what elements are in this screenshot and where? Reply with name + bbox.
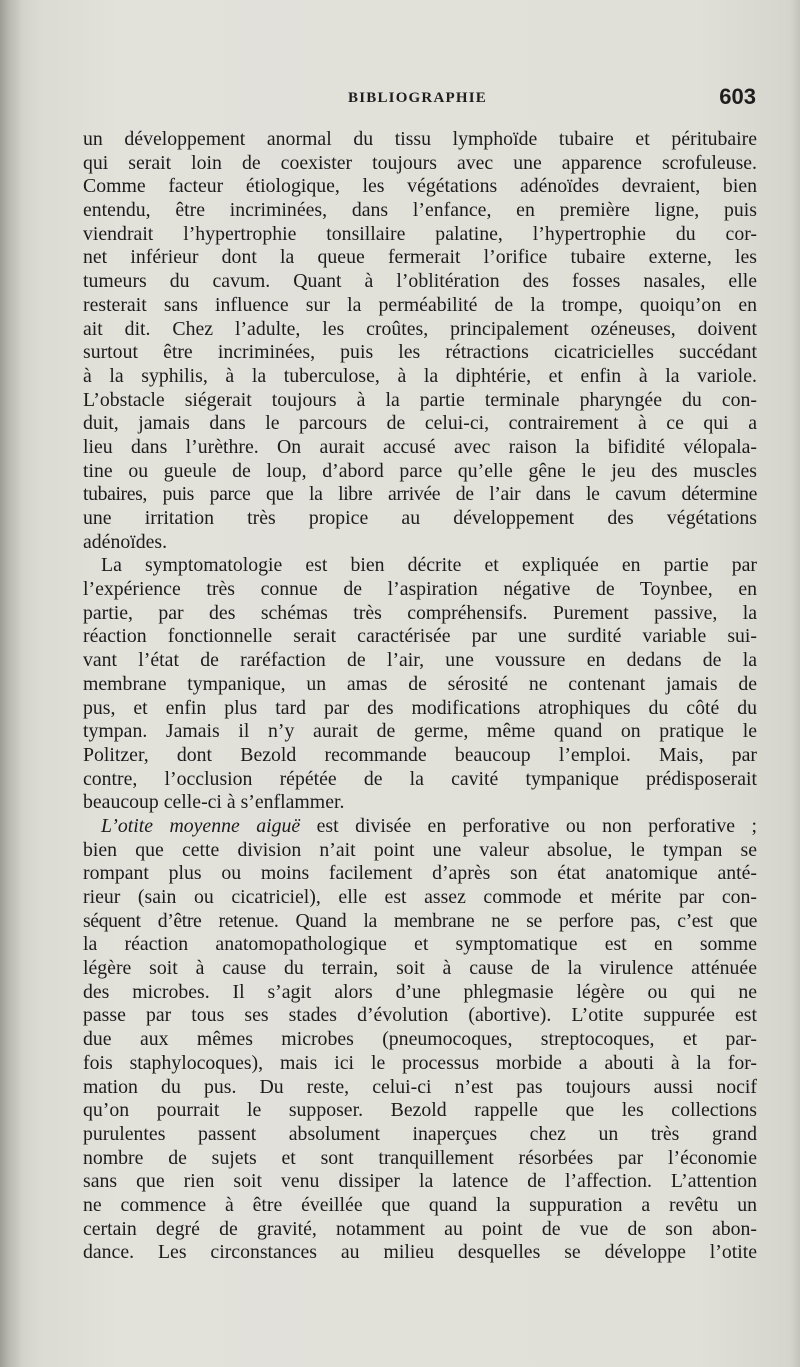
- text-line: tympan. Jamais il n’y aurait de germe, même quand on pratique le: [83, 720, 757, 743]
- text-line: vant l’état de raréfaction de l’air, une voussure en dedans de la: [83, 649, 757, 672]
- text-line: une irritation très propice au développement des végétations: [83, 507, 757, 529]
- text-line: net inférieur dont la queue fermerait l’orifice tubaire externe, les: [83, 246, 757, 269]
- text-line: qu’on pourrait le supposer. Bezold rappelle que les collections: [83, 1099, 757, 1122]
- text-line: rieur (sain ou cicatriciel), elle est assez commode et mérite par con-: [83, 886, 757, 908]
- text-line: qui serait loin de coexister toujours avec une apparence scrofuleuse.: [83, 151, 757, 174]
- text-line: pus, et enfin plus tard par des modifications atrophiques du côté du: [83, 696, 757, 719]
- text-line: des microbes. Il s’agit alors d’une phlegmasie légère ou qui ne: [83, 980, 757, 1003]
- text-line: un développement anormal du tissu lymphoïde tubaire et péritubaire: [83, 128, 757, 150]
- page-number: 603: [719, 84, 756, 109]
- page-gutter-shadow: [0, 0, 22, 1367]
- text-line: nombre de sujets et sont tranquillement résorbées par l’économie: [83, 1146, 757, 1169]
- text-line: L’obstacle siégerait toujours à la partie terminale pharyngée du con-: [83, 388, 757, 411]
- text-line-rest: est divisée en perforative ou non perforative ;: [316, 814, 757, 837]
- text-line: certain degré de gravité, notamment au point de vue de son abon-: [83, 1217, 757, 1240]
- text-line: tubaires, puis parce que la libre arrivée de l’air dans le cavum détermine: [83, 483, 757, 506]
- text-line: bien que cette division n’ait point une valeur absolue, le tympan se: [83, 838, 757, 861]
- body-text: [83, 128, 757, 1265]
- text-line: lieu dans l’urèthre. On aurait accusé avec raison la bifidité vélopala-: [83, 435, 757, 458]
- italic-term: L’otite moyenne aiguë: [101, 814, 301, 837]
- text-line: membrane tympanique, un amas de sérosité ne contenant jamais de: [83, 672, 757, 695]
- text-line: sans que rien soit venu dissiper la latence de l’affection. L’attention: [83, 1170, 757, 1193]
- page-header: [0, 84, 800, 114]
- text-line: fois staphylocoques), mais ici le processus morbide a abouti à la for-: [83, 1051, 757, 1074]
- text-line: due aux mêmes microbes (pneumocoques, streptocoques, et par-: [83, 1028, 757, 1051]
- text-line: surtout être incriminées, puis les rétractions cicatricielles succédant: [83, 341, 757, 364]
- text-line-italic-lead: [83, 815, 757, 839]
- text-line: duit, jamais dans le parcours de celui-ci, contrairement à ce qui a: [83, 412, 757, 435]
- text-line: resterait sans influence sur la perméabilité de la trompe, quoiqu’on en: [83, 293, 757, 316]
- text-line: La symptomatologie est bien décrite et expliquée en partie par: [101, 554, 757, 577]
- text-line: Politzer, dont Bezold recommande beaucoup l’emploi. Mais, par: [83, 743, 757, 766]
- running-head: BIBLIOGRAPHIE: [348, 90, 487, 106]
- text-line: beaucoup celle-ci à s’enflammer.: [83, 791, 345, 814]
- text-line: rompant plus ou moins facilement d’après son état anatomique anté-: [83, 862, 757, 885]
- text-line: séquent d’être retenue. Quand la membrane ne se perfore pas, c’est que: [83, 909, 757, 932]
- text-line: la réaction anatomopathologique et symptomatique est en somme: [83, 933, 757, 956]
- text-line: viendrait l’hypertrophie tonsillaire palatine, l’hypertrophie du cor-: [83, 222, 757, 245]
- text-line: purulentes passent absolument inaperçues chez un très grand: [83, 1122, 757, 1145]
- text-line: partie, par des schémas très compréhensifs. Purement passive, la: [83, 601, 757, 624]
- text-line: Comme facteur étiologique, les végétations adénoïdes devraient, bien: [83, 175, 757, 198]
- text-line: tine ou gueule de loup, d’abord parce qu’elle gêne le jeu des muscles: [83, 459, 757, 482]
- text-line: contre, l’occlusion répétée de la cavité tympanique prédisposerait: [83, 767, 757, 790]
- text-line: tumeurs du cavum. Quant à l’oblitération des fosses nasales, elle: [83, 270, 757, 293]
- text-line: l’expérience très connue de l’aspiration négative de Toynbee, en: [83, 578, 757, 601]
- text-line: réaction fonctionnelle serait caractérisée par une surdité variable sui-: [83, 625, 757, 648]
- text-line: adénoïdes.: [83, 530, 168, 553]
- text-line: dance. Les circonstances au milieu desquelles se développe l’otite: [83, 1241, 757, 1264]
- text-line: à la syphilis, à la tuberculose, à la diphtérie, et enfin à la variole.: [83, 364, 757, 387]
- text-line: entendu, être incriminées, dans l’enfance, en première ligne, puis: [83, 199, 757, 222]
- text-line: légère soit à cause du terrain, soit à cause de la virulence atténuée: [83, 957, 757, 980]
- text-line: mation du pus. Du reste, celui-ci n’est pas toujours aussi nocif: [83, 1075, 757, 1098]
- text-line: passe par tous ses stades d’évolution (abortive). L’otite suppurée est: [83, 1004, 757, 1027]
- text-line: ait dit. Chez l’adulte, les croûtes, principalement ozéneuses, doivent: [83, 317, 757, 340]
- text-line: ne commence à être éveillée que quand la suppuration a revêtu un: [83, 1193, 757, 1216]
